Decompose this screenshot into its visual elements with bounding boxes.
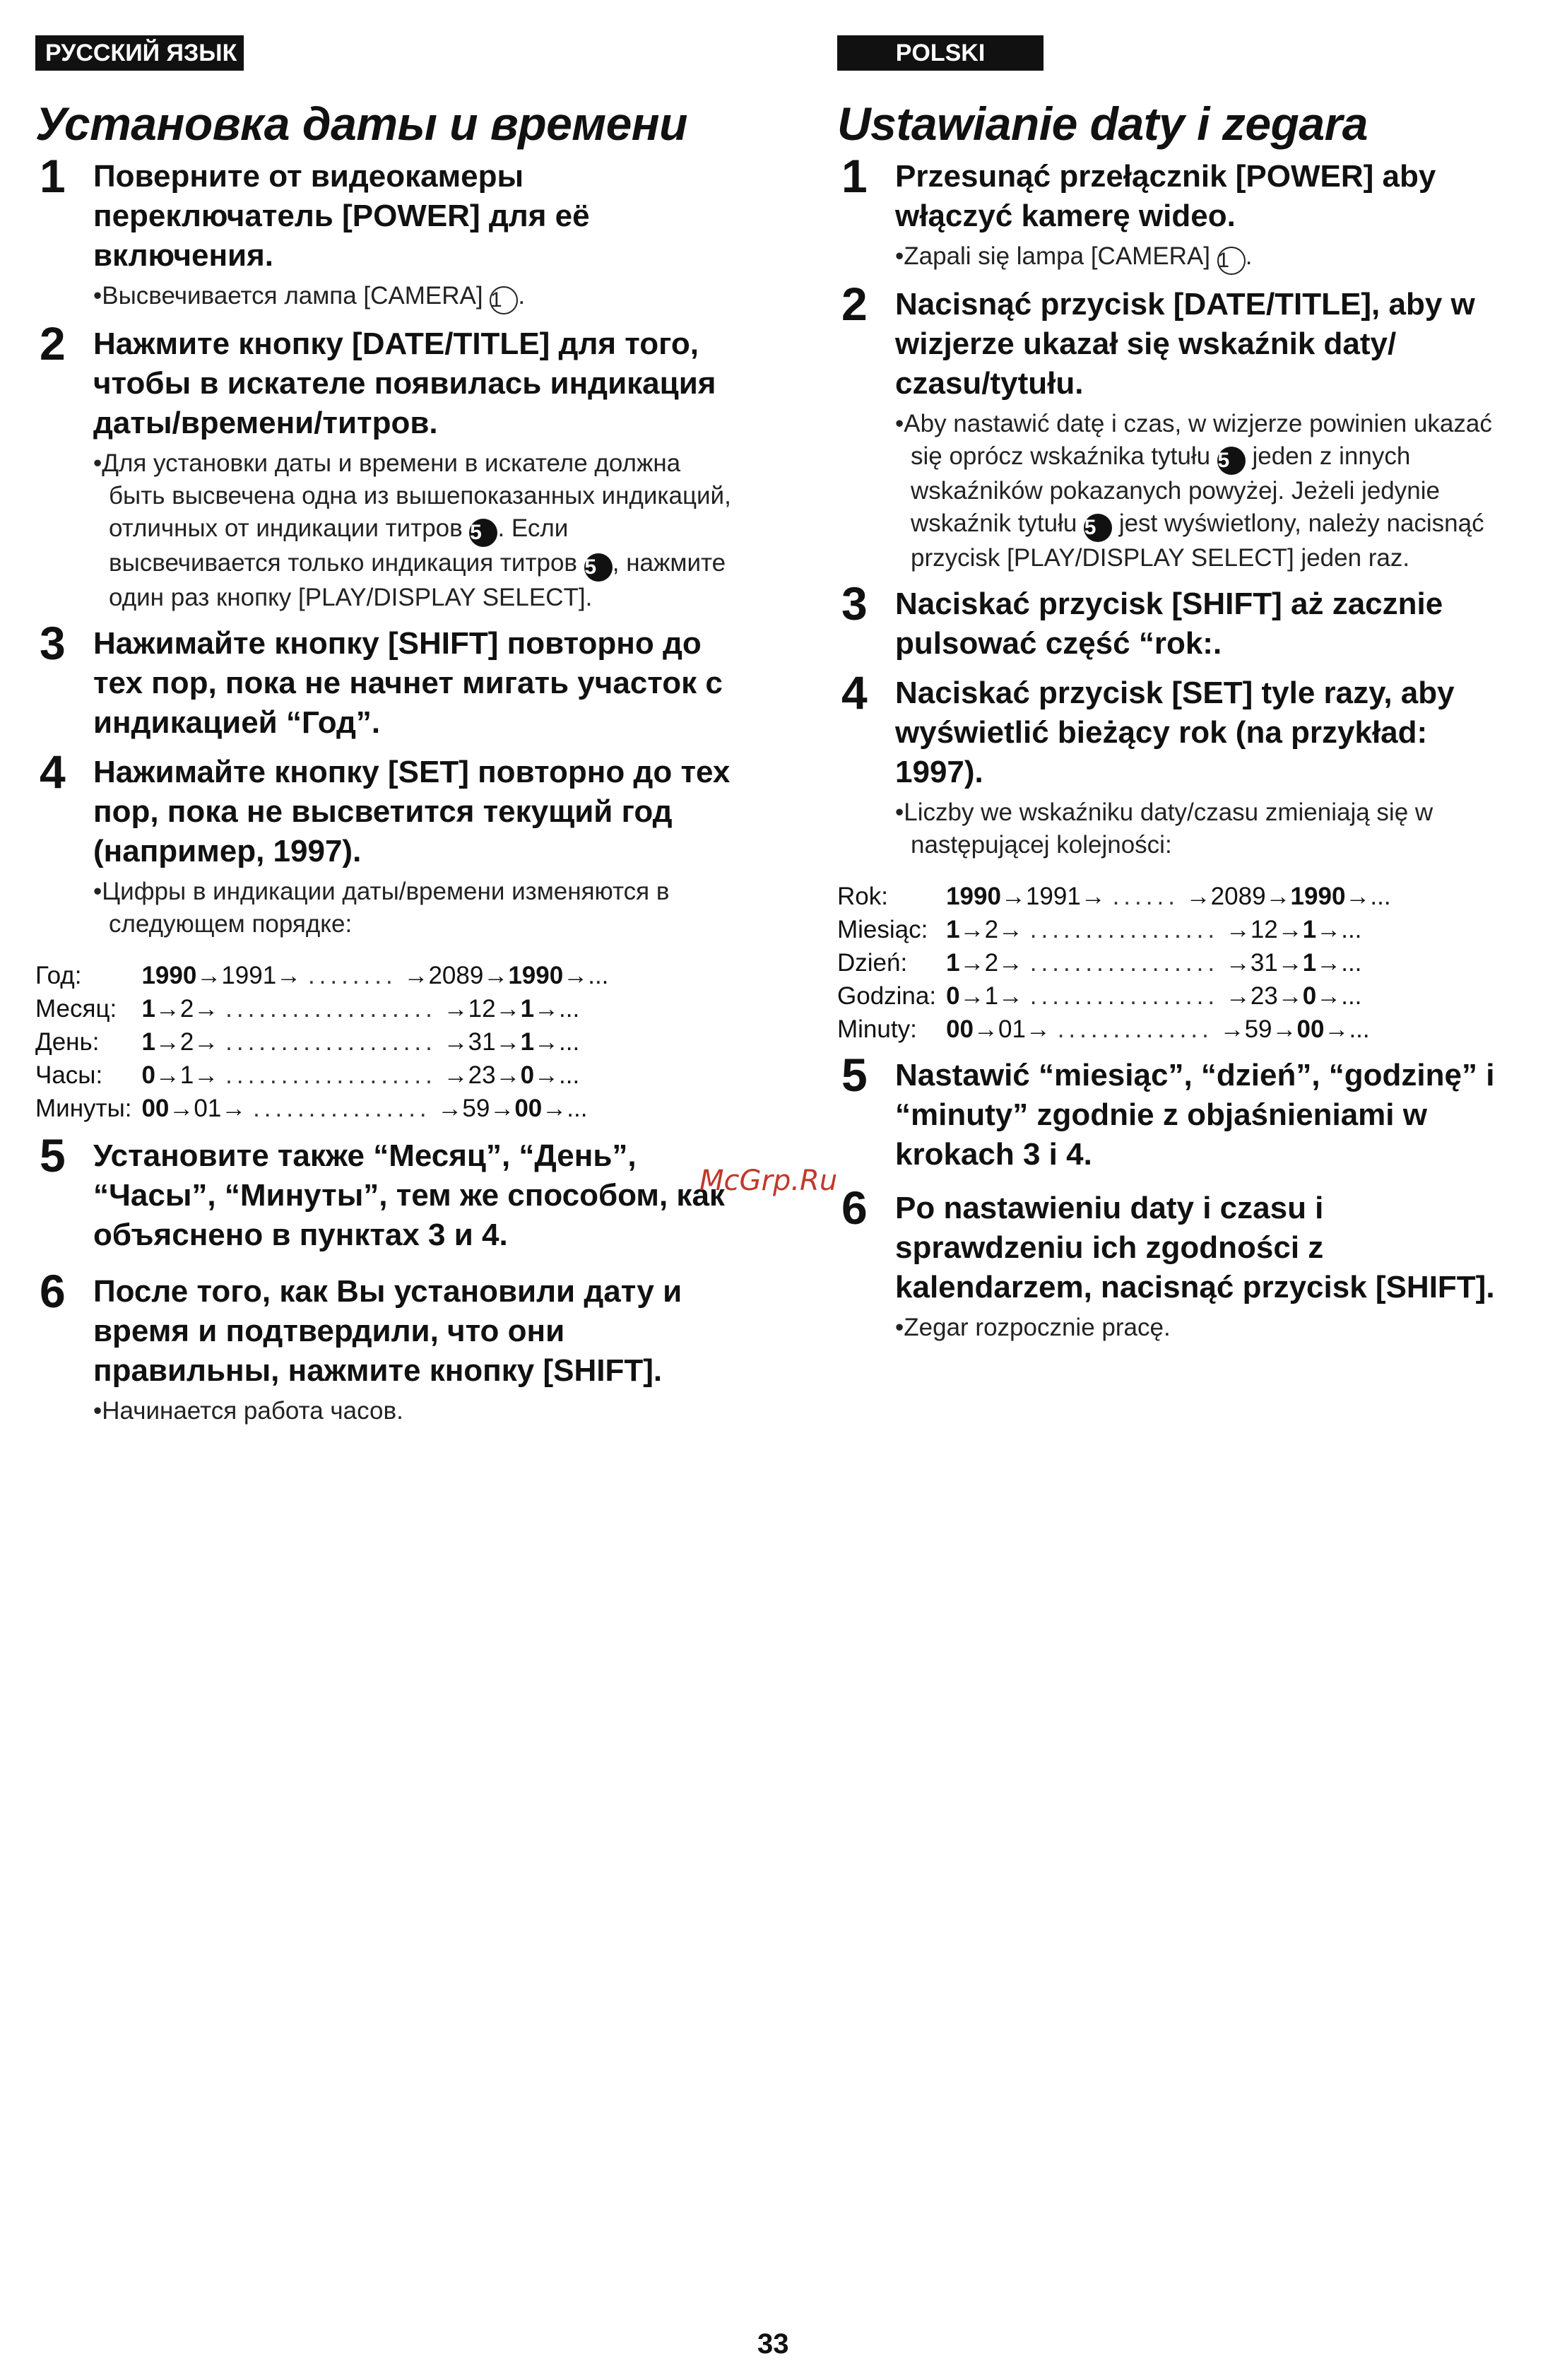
russian-column	[35, 35, 742, 1427]
step-heading: Нажимайте кнопку [SET] повторно до тех пор, пока не высветится текущий год (например, 1997).	[93, 755, 731, 868]
step-1	[837, 150, 1519, 275]
table-row: Miesiąc: 1→2→ ................. →12→1→...	[837, 916, 1362, 943]
step-heading: Нажимайте кнопку [SHIFT] повторно до тех пор, пока не начнет мигать участок с индикацией “Год”.	[93, 626, 723, 740]
step-heading: Naciskać przycisk [SHIFT] aż zacznie pulsować część “rok:.	[895, 587, 1443, 661]
step-1	[35, 150, 742, 314]
page-number: 33	[757, 2328, 789, 2360]
step-number: 2	[40, 317, 66, 370]
section-title-russian: Установка даты и времени	[35, 98, 687, 150]
polish-column	[837, 35, 1519, 1344]
step-number: 5	[841, 1049, 868, 1101]
step-number: 1	[841, 150, 868, 202]
step-2	[837, 278, 1519, 575]
step-5	[837, 1049, 1519, 1174]
section-title-polish: Ustawianie daty i zegara	[837, 98, 1368, 150]
step-note: •Начинается работа часов.	[93, 1397, 403, 1425]
step-heading: После того, как Вы установили дату и время и подтвердили, что они правильны, нажмите кнопку [SHIFT].	[93, 1274, 682, 1388]
circled-5-icon: 5	[584, 553, 613, 582]
language-tag-russian: РУССКИЙ ЯЗЫК	[35, 35, 244, 71]
step-heading: Nacisnąć przycisk [DATE/TITLE], aby w wizjerze ukazał się wskaźnik daty/ czasu/tytułu.	[895, 287, 1475, 401]
step-note: •Aby nastawić datę i czas, w wizjerze powinien ukazać się oprócz wskaźnika tytułu 5 jeden z innych wskaźników pokazanych powyżej. Jeżeli jedynie wskaźnik tytułu 5 jest wyświetlony, należy nacisnąć przycisk [PLAY/DISPLAY SELECT] jeden raz.	[895, 410, 1492, 572]
language-tag-polish: POLSKI	[837, 35, 1044, 71]
table-row: Месяц: 1→2→ ................... →12→1→...	[35, 995, 580, 1023]
table-row: Dzień: 1→2→ ................. →31→1→...	[837, 949, 1362, 977]
step-note: •Высвечивается лампа [CAMERA] 1 .	[93, 280, 742, 314]
table-row: Godzina: 0→1→ ................. →23→0→...	[837, 982, 1362, 1010]
step-number: 3	[40, 617, 66, 669]
table-row: Минуты: 00→01→ ................ →59→00→...	[35, 1095, 588, 1122]
step-3	[837, 577, 1519, 664]
circled-1-icon: 1	[490, 286, 518, 314]
step-note: •Zegar rozpocznie pracę.	[895, 1314, 1171, 1341]
step-note: •Цифры в индикации даты/времени изменяются в следующем порядке:	[93, 878, 670, 938]
step-2	[35, 317, 742, 614]
step-heading: Поверните от видеокамеры переключатель [POWER] для её включения.	[93, 159, 590, 273]
step-heading: Нажмите кнопку [DATE/TITLE] для того, чтобы в искателе появилась индикация даты/времени/титров.	[93, 326, 716, 440]
table-row: Часы: 0→1→ ................... →23→0→...	[35, 1061, 580, 1089]
step-heading: Установите также “Месяц”, “День”, “Часы”, “Минуты”, тем же способом, как объяснено в пунктах 3 и 4.	[93, 1138, 725, 1252]
step-heading: Przesunąć przełącznik [POWER] aby włączyć kamerę wideo.	[895, 159, 1436, 233]
circled-5-icon: 5	[469, 519, 497, 547]
step-note: •Для установки даты и времени в искателе должна быть высвечена одна из вышепоказанных индикаций, отличных от индикации титров 5 . Если высвечивается только индикация титров 5 , нажмите один раз кнопку [PLAY/DISPLAY SELECT].	[93, 449, 731, 611]
step-number: 6	[841, 1182, 868, 1234]
step-6	[837, 1182, 1519, 1344]
step-heading: Nastawić “miesiąc”, “dzień”, “godzinę” i “minuty” zgodnie z objaśnieniami w krokach 3 i 4.	[895, 1058, 1495, 1172]
circled-5-icon: 5	[1217, 447, 1246, 475]
step-number: 5	[40, 1129, 66, 1182]
step-number: 1	[40, 150, 66, 202]
date-sequence-table	[837, 880, 1391, 1046]
step-number: 6	[40, 1265, 66, 1317]
table-row: День: 1→2→ ................... →31→1→...	[35, 1028, 580, 1056]
step-6	[35, 1265, 742, 1427]
step-4	[837, 666, 1519, 861]
step-note: •Zapali się lampa [CAMERA] 1 .	[895, 240, 1519, 275]
step-heading: Po nastawieniu daty i czasu i sprawdzeniu ich zgodności z kalendarzem, nacisnąć przycisk [SHIFT].	[895, 1191, 1495, 1304]
step-note: •Liczby we wskaźniku daty/czasu zmieniają się w następującej kolejności:	[895, 799, 1433, 859]
step-4	[35, 746, 742, 941]
circled-1-icon: 1	[1217, 247, 1246, 275]
table-row: Год: 1990→1991→ ........ →2089→1990→...	[35, 962, 609, 989]
step-3	[35, 617, 742, 743]
table-row: Minuty: 00→01→ .............. →59→00→...	[837, 1015, 1370, 1043]
step-number: 4	[841, 666, 868, 719]
watermark-text: McGrp.Ru	[699, 1165, 838, 1197]
table-row: Rok: 1990→1991→ ...... →2089→1990→...	[837, 883, 1391, 910]
date-sequence-table	[35, 959, 608, 1125]
step-number: 2	[841, 278, 868, 330]
step-number: 4	[40, 746, 66, 798]
step-heading: Naciskać przycisk [SET] tyle razy, aby wyświetlić bieżący rok (na przykład: 1997).	[895, 676, 1455, 789]
step-number: 3	[841, 577, 868, 630]
step-5	[35, 1129, 742, 1255]
circled-5-icon: 5	[1084, 514, 1112, 542]
